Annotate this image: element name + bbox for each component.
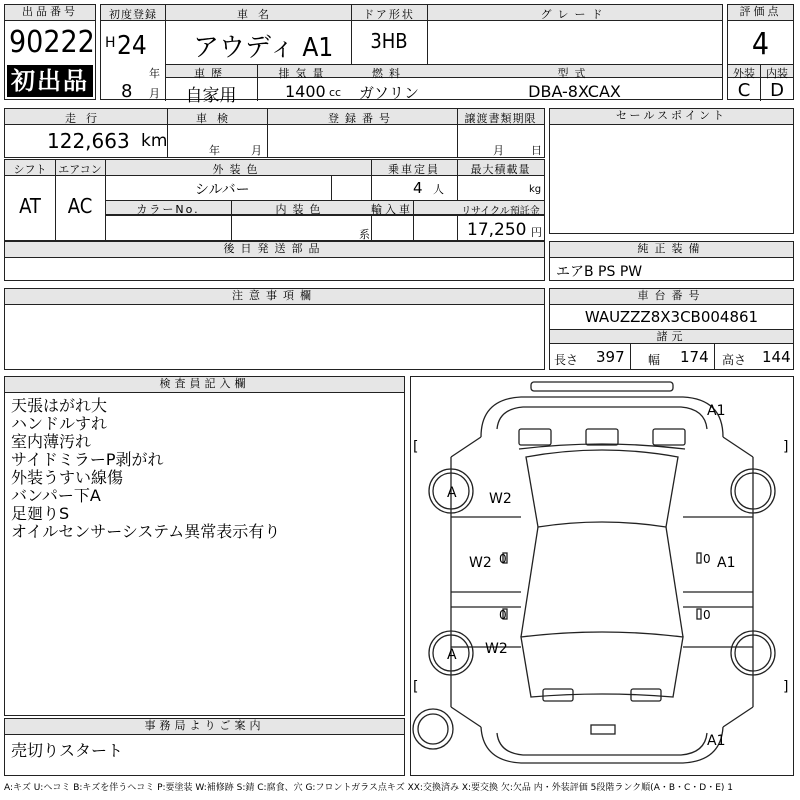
- inspector-notes: [11, 397, 280, 541]
- lot-label: 出品番号: [5, 5, 95, 21]
- ac-label: エアコン: [58, 163, 102, 176]
- reg-year: 24: [117, 31, 147, 61]
- transfer-month: 月: [493, 144, 504, 157]
- int-color-label: 内装色: [275, 203, 327, 216]
- shift-value: AT: [19, 194, 41, 218]
- car-name: アウディ A1: [193, 33, 334, 63]
- dims-label: 諸元: [550, 330, 793, 344]
- equip-value: エアB PS PW: [556, 264, 643, 280]
- year-unit: 年: [149, 67, 160, 80]
- length-label: 長さ: [554, 353, 579, 367]
- note-line: 室内薄汚れ: [11, 432, 92, 451]
- bracket-left-front: [: [413, 439, 419, 455]
- legend-line: A:キズ U:ヘコミ B:キズを伴うヘコミ P:要塗装 W:補修跡 S:錆 C:腐食、穴 G:フロントガラス点キズ XX:交換済み X:要交換 欠:欠品 内・外装評価 5段階ランク順(A・B・C・D・E) 1: [4, 783, 734, 793]
- note-line: サイドミラーP剥がれ: [11, 450, 164, 469]
- chassis-value: WAUZZZ8X3CB004861: [584, 308, 759, 326]
- chassis-box: [549, 288, 794, 370]
- history-label: 車歴: [194, 67, 228, 80]
- car-diagram: [411, 377, 793, 775]
- score-label: 評価点: [728, 5, 793, 21]
- caution-box: [4, 288, 545, 370]
- first-listing-badge: 初出品: [7, 65, 93, 97]
- recycle-unit: 円: [531, 226, 542, 239]
- sales-label: セールスポイント: [550, 109, 793, 125]
- grade-label: グレード: [540, 8, 609, 21]
- length-value: 397: [596, 348, 625, 366]
- max-load-unit: kg: [529, 184, 542, 195]
- sales-points-box: [549, 108, 794, 234]
- mark-left-door: W2: [469, 555, 492, 571]
- zero-right: 0: [703, 552, 711, 566]
- int-grade: D: [770, 80, 784, 101]
- note-line: 天張はがれ大: [11, 396, 108, 415]
- disp-label: 排気量: [278, 67, 330, 80]
- bracket-right-rear: ]: [783, 679, 789, 695]
- max-load-label: 最大積載量: [470, 163, 531, 176]
- height-label: 高さ: [722, 353, 747, 367]
- insp-month: 月: [251, 144, 262, 157]
- model-value: DBA-8XCAX: [528, 82, 621, 101]
- mark-left-front-fender: W2: [489, 491, 512, 507]
- mark-left-rear-wheel: A: [447, 647, 457, 663]
- spec-table: [4, 159, 545, 241]
- int-label: 内装: [766, 67, 788, 80]
- reg-label: 初度登録: [109, 8, 157, 21]
- history-value: 自家用: [185, 86, 237, 106]
- capacity-unit: 人: [433, 183, 444, 196]
- bracket-right-front: ]: [783, 439, 789, 455]
- shift-label: シフト: [13, 163, 47, 176]
- inspector-label: 検査員記入欄: [5, 377, 404, 393]
- reg-no-label: 登録番号: [328, 112, 396, 125]
- office-box: [4, 718, 405, 776]
- score-box: [727, 4, 794, 100]
- import-label: 輸入車: [371, 203, 413, 216]
- office-note: 売切りスタート: [11, 741, 124, 760]
- parts-label: 後日発送部品: [5, 242, 544, 258]
- mark-rear-bumper: A1: [707, 733, 726, 749]
- displacement: 1400: [285, 82, 326, 101]
- transfer-label: 譲渡書類期限: [464, 112, 537, 125]
- chassis-label: 車台番号: [550, 289, 793, 305]
- parts-box: [4, 241, 545, 281]
- note-line: 足廻りS: [11, 504, 70, 523]
- capacity-label: 乗車定員: [388, 163, 440, 176]
- mileage-unit: km: [141, 131, 168, 151]
- equipment-box: [549, 241, 794, 281]
- recycle-value: 17,250: [467, 220, 527, 240]
- ac-value: AC: [67, 194, 93, 218]
- score-value: 4: [751, 27, 770, 62]
- disp-unit: cc: [329, 86, 342, 99]
- capacity-value: 4: [413, 179, 423, 197]
- mileage-table: [4, 108, 545, 158]
- height-value: 144: [762, 348, 791, 366]
- mark-front-bumper: A1: [707, 403, 726, 419]
- bracket-left-rear: [: [413, 679, 419, 695]
- inspection-label: 車検: [196, 112, 238, 125]
- lot-number: 90222: [9, 25, 95, 60]
- zero-right-rear: 0: [703, 608, 711, 622]
- car-diagram-box: [410, 376, 794, 776]
- note-line: 外装うすい線傷: [11, 468, 124, 487]
- mileage-label: 走行: [65, 112, 107, 125]
- era: H: [105, 35, 116, 51]
- ext-grade: C: [737, 80, 751, 101]
- zero-left: 0: [499, 552, 507, 566]
- note-line: ハンドルすれ: [11, 414, 108, 433]
- inspector-box: [4, 376, 405, 716]
- fuel-label: 燃料: [372, 67, 406, 80]
- fuel-value: ガソリン: [358, 84, 419, 102]
- door-type: 3HB: [370, 29, 408, 53]
- int-color-unit: 系: [359, 228, 370, 241]
- insp-year: 年: [209, 144, 220, 157]
- mark-left-front-wheel: A: [447, 485, 457, 501]
- office-label: 事務局よりご案内: [5, 719, 404, 735]
- recycle-label: リサイクル預託金: [461, 206, 540, 217]
- name-label: 車名: [237, 8, 279, 21]
- reg-month: 8: [121, 81, 133, 102]
- ext-color-label: 外装色: [212, 163, 264, 176]
- note-line: オイルセンサーシステム異常表示有り: [11, 522, 281, 541]
- model-label: 型式: [557, 67, 592, 80]
- lot-number-box: [4, 4, 96, 100]
- mark-left-rear-fender: W2: [485, 641, 508, 657]
- caution-label: 注意事項欄: [5, 289, 544, 305]
- equip-label: 純正装備: [550, 242, 793, 258]
- transfer-day: 日: [531, 144, 542, 157]
- mileage-value: 122,663: [47, 129, 130, 153]
- width-value: 174: [680, 348, 709, 366]
- month-unit: 月: [149, 87, 160, 100]
- door-label: ドア形状: [363, 8, 415, 21]
- note-line: バンパー下A: [11, 486, 101, 505]
- ext-color-value: シルバー: [195, 182, 250, 198]
- width-label: 幅: [648, 353, 661, 367]
- vehicle-info-table: [100, 4, 723, 106]
- ext-label: 外装: [733, 67, 755, 80]
- mark-right-door: A1: [717, 555, 736, 571]
- zero-left-rear: 0: [499, 608, 507, 622]
- color-no-label: カラーNo.: [136, 203, 200, 216]
